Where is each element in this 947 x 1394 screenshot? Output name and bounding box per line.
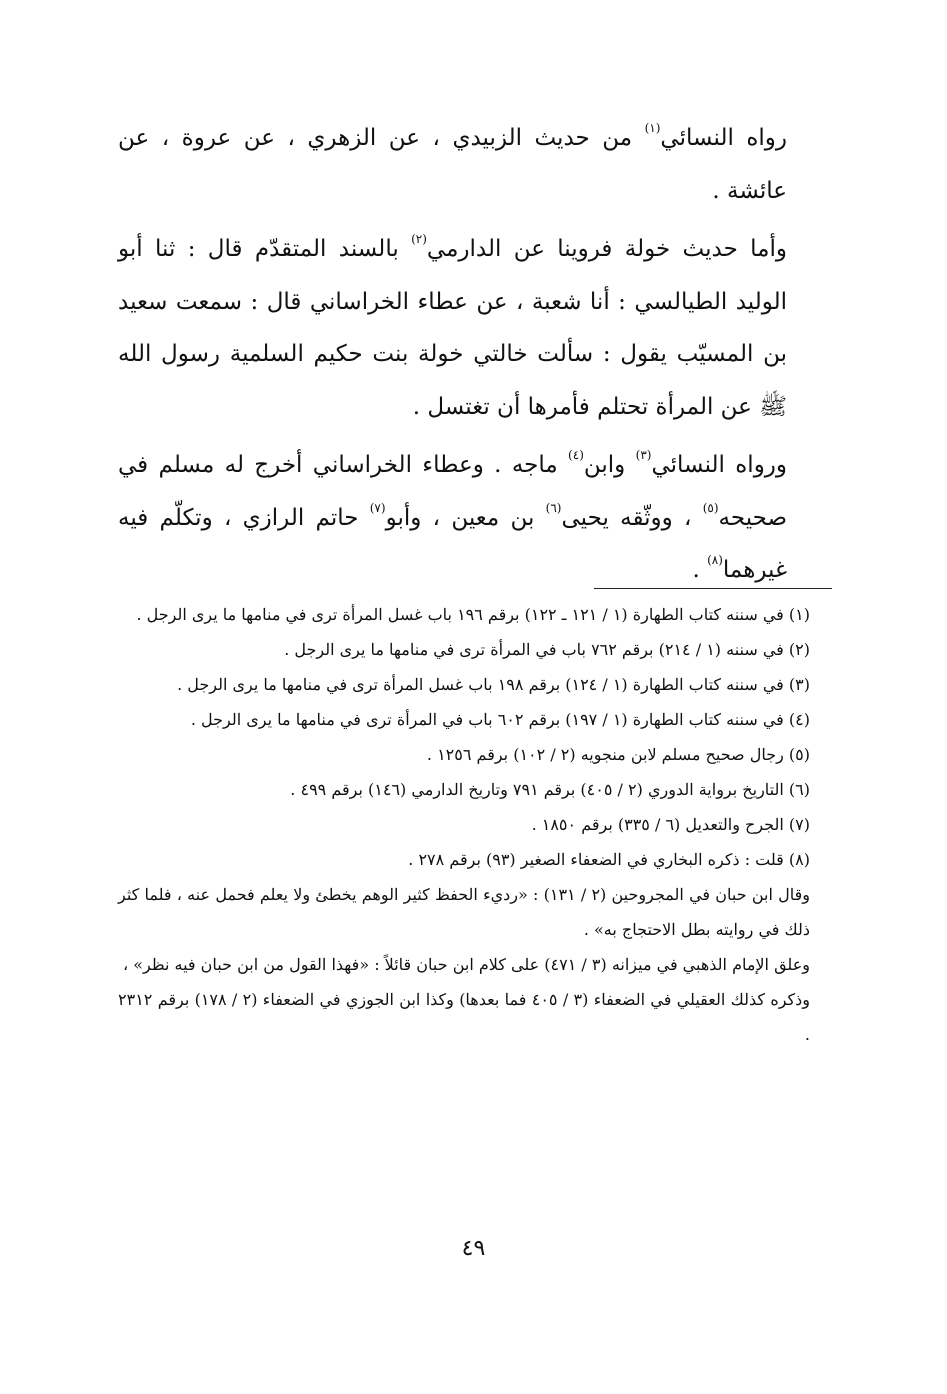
text-run: بالسند المتقدّم قال : ثنا أبو الوليد الطيالسي : أنا شعبة ، عن عطاء الخراساني قال : سمعت سعيد بن المسيّب يقول : سألت خالتي خولة بنت حكيم السلمية رسول الله ﷺ عن المرأة تحتلم فأمرها أن تغتسل . [118, 236, 787, 420]
main-text [118, 112, 832, 597]
page-number: ٤٩ [461, 1236, 486, 1261]
footnote-ref-2[interactable]: (٢) [411, 232, 427, 246]
footnote-6: (٦) التاريخ برواية الدوري (٢ / ٤٠٥) برقم ٧٩١ وتاريخ الدارمي (١٤٦) برقم ٤٩٩ . [290, 780, 810, 799]
footnotes [118, 597, 832, 1052]
text-run: وأما حديث خولة فروينا عن الدارمي [426, 236, 787, 262]
text-run: وابن [583, 452, 636, 478]
footnote-continuation-1: وقال ابن حبان في المجروحين (٢ / ١٣١) : «رديء الحفظ كثير الوهم يخطئ ولا يعلم فحمل عنه ، فلما كثر ذلك في روايته بطل الاحتجاج به» . [118, 885, 810, 939]
footnote-8: (٨) قلت : ذكره البخاري في الضعفاء الصغير (٩٣) برقم ٢٧٨ . [408, 850, 810, 869]
footnote-ref-1[interactable]: (١) [644, 121, 661, 135]
footnote-7: (٧) الجرح والتعديل (٦ / ٣٣٥) برقم ١٨٥٠ . [531, 815, 810, 834]
footnote-ref-7[interactable]: (٧) [369, 500, 386, 515]
footnote-5: (٥) رجال صحيح مسلم لابن منجويه (٢ / ١٠٢) برقم ١٢٥٦ . [426, 745, 810, 764]
footnote-3: (٣) في سننه كتاب الطهارة (١ / ١٢٤) برقم ١٩٨ باب غسل المرأة ترى في منامها ما يرى الرجل . [177, 675, 810, 694]
text-run: ماجه . وعطاء الخراساني أخرج له مسلم في صحيحه [118, 452, 788, 531]
text-run: ، ووثّقه يحيى [561, 504, 703, 531]
text-run: . [692, 557, 708, 583]
footnote-ref-3[interactable]: (٣) [635, 448, 652, 462]
text-run: بن معين ، وأبو [385, 504, 546, 531]
footnote-ref-5[interactable]: (٥) [702, 500, 719, 515]
paragraph-1 [118, 112, 832, 217]
footnote-continuation-2: وعلق الإمام الذهبي في ميزانه (٣ / ٤٧١) على كلام ابن حبان قائلاً : «فهذا القول من ابن حبان فيه نظر» ، [122, 955, 810, 974]
text-run: من حديث الزبيدي ، عن الزهري ، عن عروة ، عن عائشة . [118, 125, 787, 204]
text-run: حاتم الرازي ، وتكلّم فيه غيرهما [118, 504, 787, 583]
footnote-divider [594, 588, 832, 589]
footnote-2: (٢) في سننه (١ / ٢١٤) برقم ٧٦٢ باب في المرأة ترى في منامها ما يرى الرجل . [284, 640, 810, 659]
footnote-ref-8[interactable]: (٨) [707, 553, 723, 567]
footnote-4: (٤) في سننه كتاب الطهارة (١ / ١٩٧) برقم ٦٠٢ باب في المرأة ترى في منامها ما يرى الرجل . [190, 710, 810, 729]
paragraph-2 [118, 223, 832, 433]
footnote-continuation-3: وذكره كذلك العقيلي في الضعفاء (٣ / ٤٠٥ فما بعدها) وكذا ابن الجوزي في الضعفاء (٢ / ١٧٨) برقم ٢٣١٢ . [118, 990, 811, 1044]
paragraph-3 [118, 439, 832, 597]
footnote-ref-4[interactable]: (٤) [568, 448, 584, 462]
footnote-1: (١) في سننه كتاب الطهارة (١ / ١٢١ ـ ١٢٢) برقم ١٩٦ باب غسل المرأة ترى في منامها ما يرى الرجل . [136, 605, 810, 624]
text-run: ورواه النسائي [651, 452, 788, 478]
text-run: رواه النسائي [660, 125, 787, 151]
footnote-ref-6[interactable]: (٦) [545, 500, 562, 515]
